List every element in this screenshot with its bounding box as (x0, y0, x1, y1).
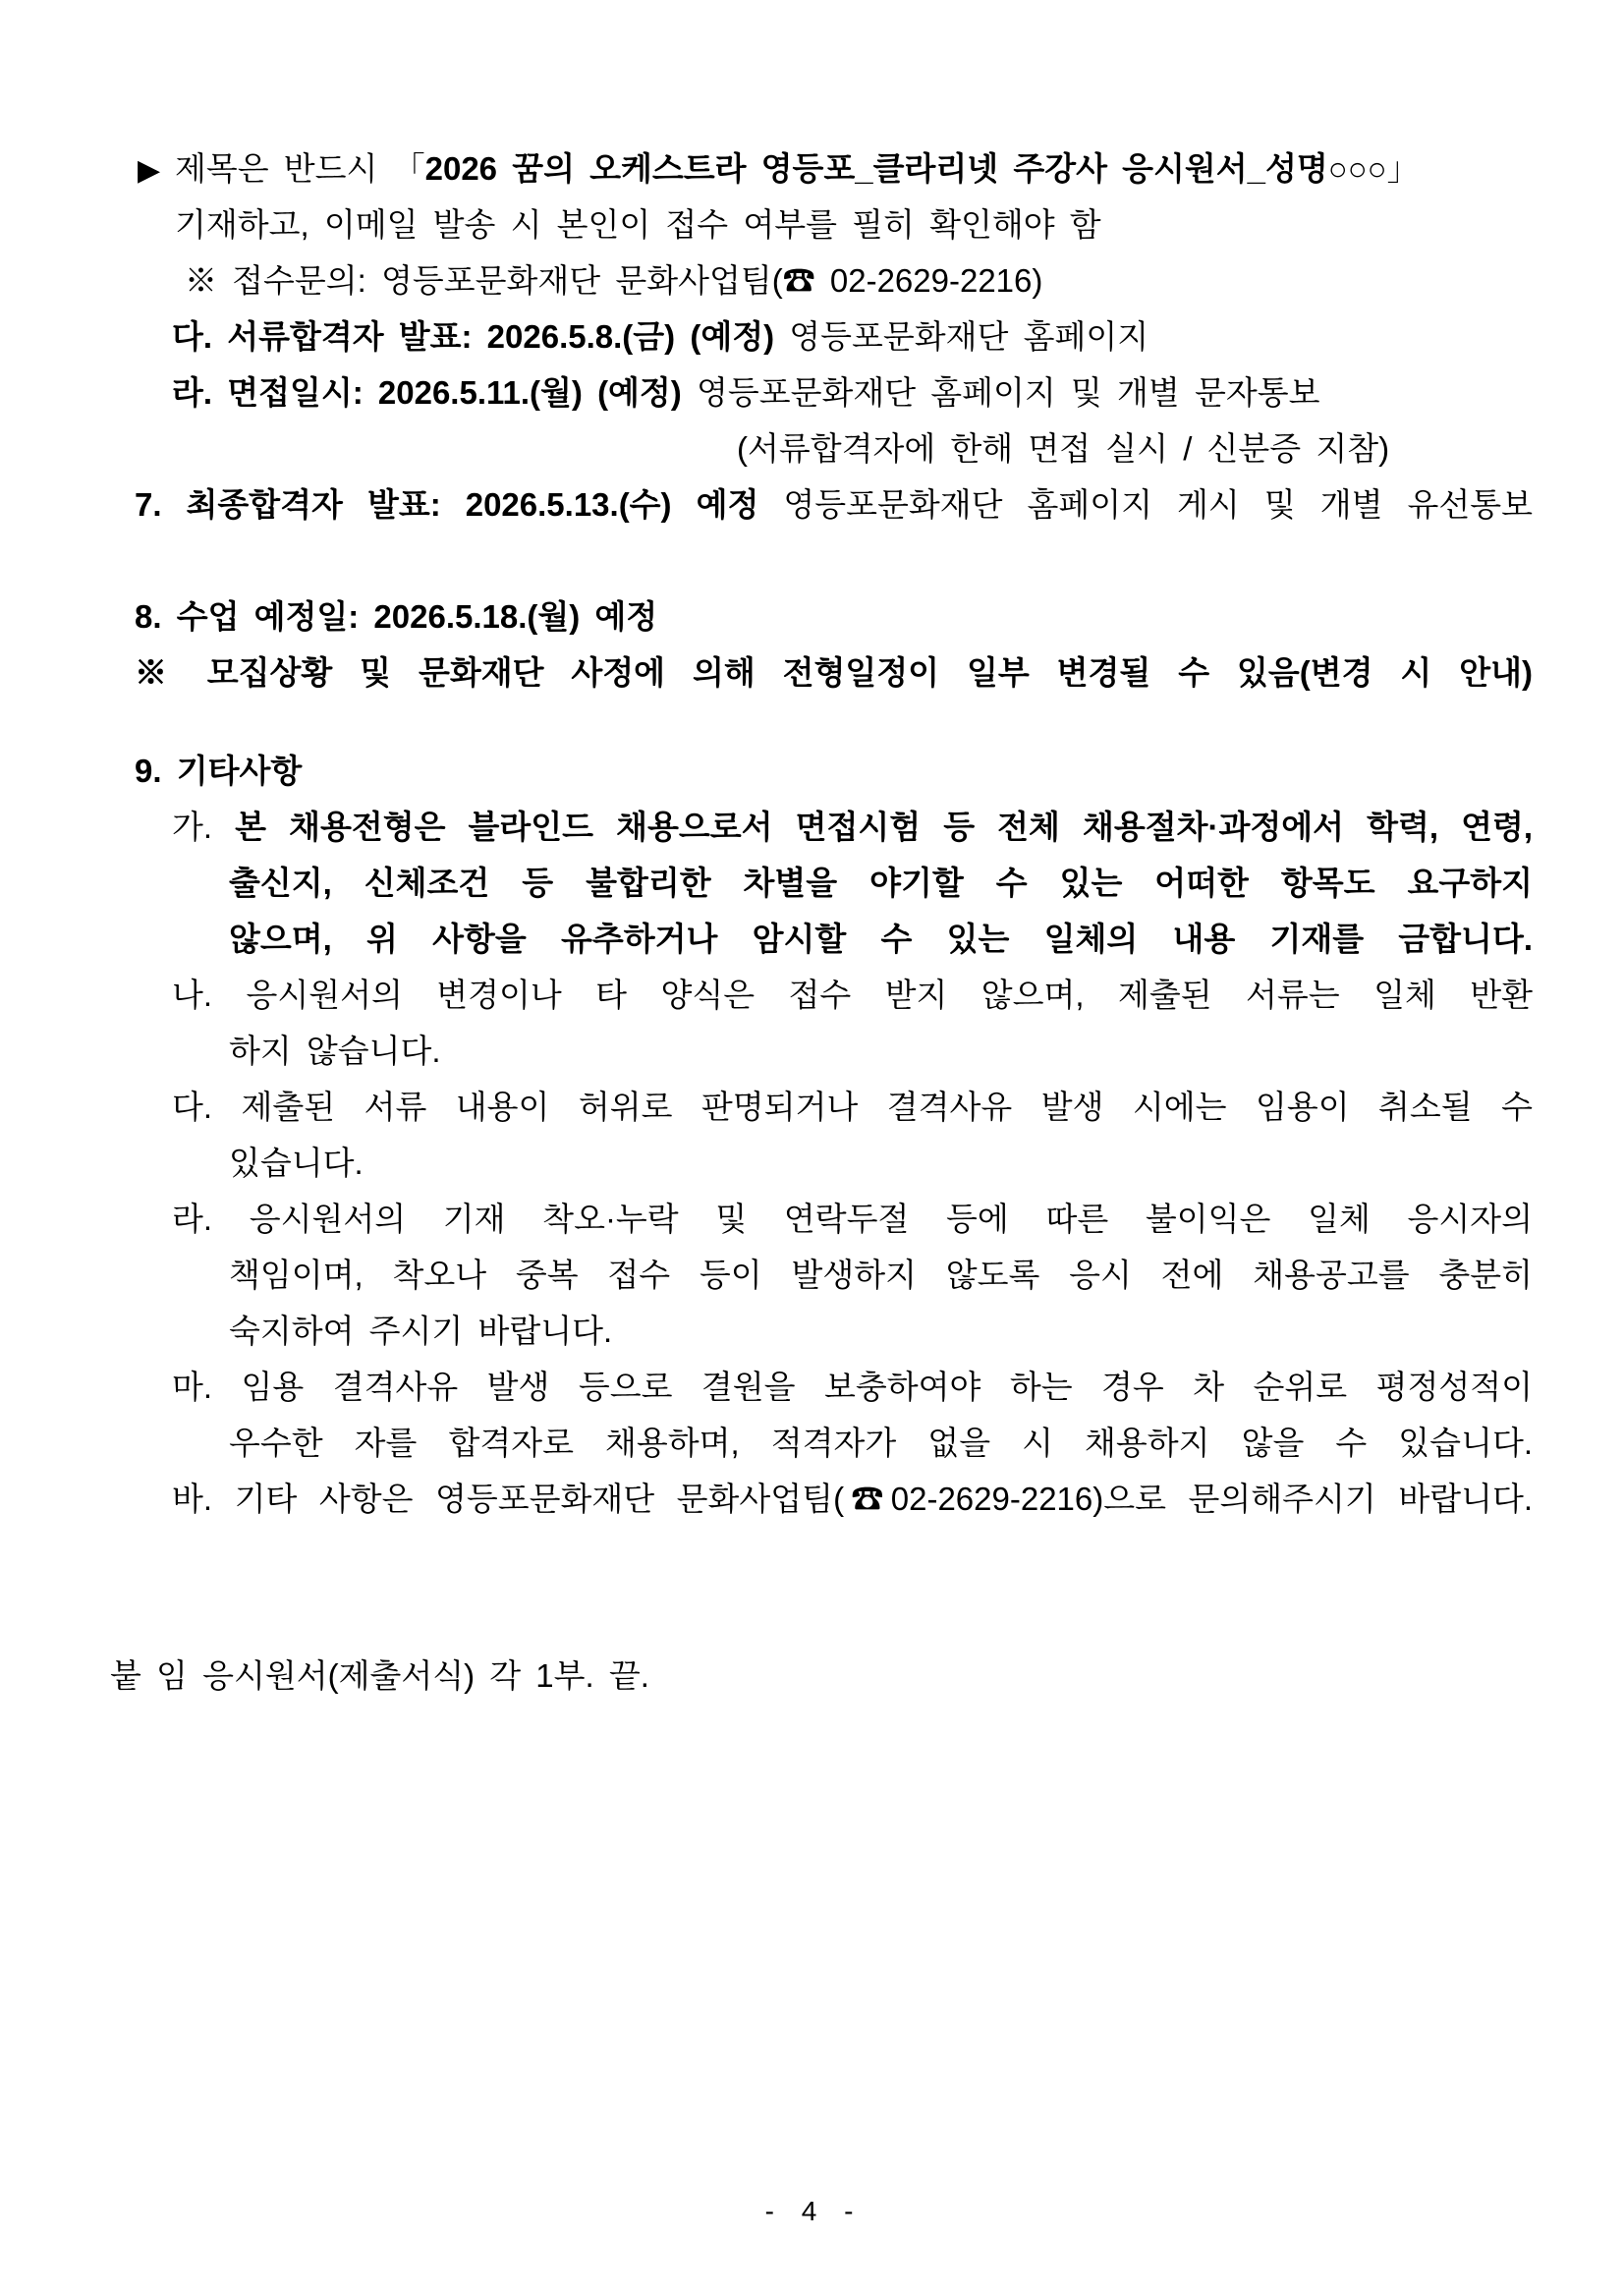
etc-item-na-label: 나. (172, 977, 213, 1013)
etc-item-ba-line1 (0, 1471, 1624, 1527)
etc-item-da-line2 (0, 1135, 1624, 1191)
document-body (0, 140, 1624, 1704)
etc-item-na-text1: 응시원서의 변경이나 타 양식은 접수 받지 않으며, 제출된 서류는 일체 반환 (246, 977, 1533, 1013)
final-pass-channel: 영등포문화재단 홈페이지 게시 및 개별 유선통보 (783, 486, 1534, 523)
triangle-bullet-icon: ▶ (138, 154, 161, 187)
etc-item-na-line2 (0, 1023, 1624, 1079)
etc-heading (0, 743, 1624, 799)
subject-rule-line1 (0, 140, 1624, 196)
interview-date: 라. 면접일시: 2026.5.11.(월) (예정) (172, 374, 682, 411)
etc-item-ra-text2: 책임이며, 착오나 중복 접수 등이 발생하지 않도록 응시 전에 채용공고를 충분히 (229, 1257, 1533, 1293)
subject-rule-line2-text: 기재하고, 이메일 발송 시 본인이 접수 여부를 필히 확인해야 함 (175, 206, 1101, 243)
etc-item-ra-line1 (0, 1191, 1624, 1247)
doc-pass-channel: 영등포문화재단 홈페이지 (789, 318, 1149, 355)
final-pass-announcement (0, 476, 1624, 532)
etc-item-ba-label: 바. (172, 1481, 213, 1517)
interview-schedule (0, 364, 1624, 420)
etc-item-ga-text1: 본 채용전형은 블라인드 채용으로서 면접시험 등 전체 채용절차·과정에서 학력, 연령, (235, 809, 1533, 845)
etc-item-ra-text1: 응시원서의 기재 착오·누락 및 연락두절 등에 따른 불이익은 일체 응시자의 (249, 1201, 1533, 1237)
etc-item-ma-line2 (0, 1415, 1624, 1471)
interview-channel: 영등포문화재단 홈페이지 및 개별 문자통보 (696, 374, 1320, 411)
etc-item-ra-label: 라. (172, 1201, 213, 1237)
page-number-text: - 4 - (764, 2196, 860, 2226)
etc-heading-text: 9. 기타사항 (135, 753, 303, 789)
class-start-date-text: 8. 수업 예정일: 2026.5.18.(월) 예정 (135, 598, 658, 635)
etc-item-na-text2: 하지 않습니다. (229, 1033, 441, 1069)
etc-item-ma-text1: 임용 결격사유 발생 등으로 결원을 보충하여야 하는 경우 차 순위로 평정성적이 (241, 1369, 1534, 1405)
interview-note-text: (서류합격자에 한해 면접 실시 / 신분증 지참) (737, 430, 1390, 467)
contact-note-text: ※ 접수문의: 영등포문화재단 문화사업팀(☎ 02-2629-2216) (185, 262, 1043, 299)
etc-item-ga-text3: 않으며, 위 사항을 유추하거나 암시할 수 있는 일체의 내용 기재를 금합니다. (229, 921, 1533, 957)
etc-item-ga-text2: 출신지, 신체조건 등 불합리한 차별을 야기할 수 있는 어떠한 항목도 요구하지 (229, 865, 1533, 901)
etc-item-ma-text2: 우수한 자를 합격자로 채용하며, 적격자가 없을 시 채용하지 않을 수 있습니다. (229, 1425, 1533, 1461)
etc-item-ga-line3 (0, 911, 1624, 967)
etc-item-da-label: 다. (172, 1089, 213, 1125)
etc-item-ra-line2 (0, 1247, 1624, 1303)
etc-item-ga-line1 (0, 799, 1624, 855)
contact-note (0, 252, 1624, 308)
etc-item-ga-line2 (0, 855, 1624, 911)
page-number (0, 2183, 1624, 2239)
attachment-line-text: 붙 임 응시원서(제출서식) 각 1부. 끝. (110, 1657, 649, 1694)
email-subject-format: 2026 꿈의 오케스트라 영등포_클라리넷 주강사 응시원서_성명○○○ (424, 150, 1387, 187)
doc-pass-date: 다. 서류합격자 발표: 2026.5.8.(금) (예정) (172, 318, 775, 355)
interview-note (0, 420, 1624, 476)
etc-item-da-text2: 있습니다. (229, 1145, 364, 1181)
etc-item-ra-line3 (0, 1303, 1624, 1359)
final-pass-date: 7. 최종합격자 발표: 2026.5.13.(수) 예정 (135, 486, 759, 523)
class-start-date (0, 588, 1624, 644)
etc-item-da-line1 (0, 1079, 1624, 1135)
doc-pass-announcement (0, 308, 1624, 364)
etc-item-ra-text3: 숙지하여 주시기 바랍니다. (229, 1313, 613, 1349)
etc-item-ma-label: 마. (172, 1369, 213, 1405)
subject-rule-line2 (0, 196, 1624, 252)
etc-item-da-text1: 제출된 서류 내용이 허위로 판명되거나 결격사유 발생 시에는 임용이 취소될 수 (241, 1089, 1534, 1125)
etc-item-ga-label: 가. (172, 809, 213, 845)
schedule-change-note-text: ※ 모집상황 및 문화재단 사정에 의해 전형일정이 일부 변경될 수 있음(변경 시 안내) (135, 654, 1533, 691)
subject-rule-pre: 제목은 반드시 「 (175, 150, 425, 187)
etc-item-ma-line1 (0, 1359, 1624, 1415)
etc-item-ba-text1: 기타 사항은 영등포문화재단 문화사업팀(☎02-2629-2216)으로 문의해주시기 바랍니다. (234, 1481, 1533, 1517)
schedule-change-note (0, 644, 1624, 700)
subject-rule-post: 」 (1386, 150, 1420, 187)
etc-item-na-line1 (0, 967, 1624, 1023)
attachment-line (0, 1648, 1624, 1704)
